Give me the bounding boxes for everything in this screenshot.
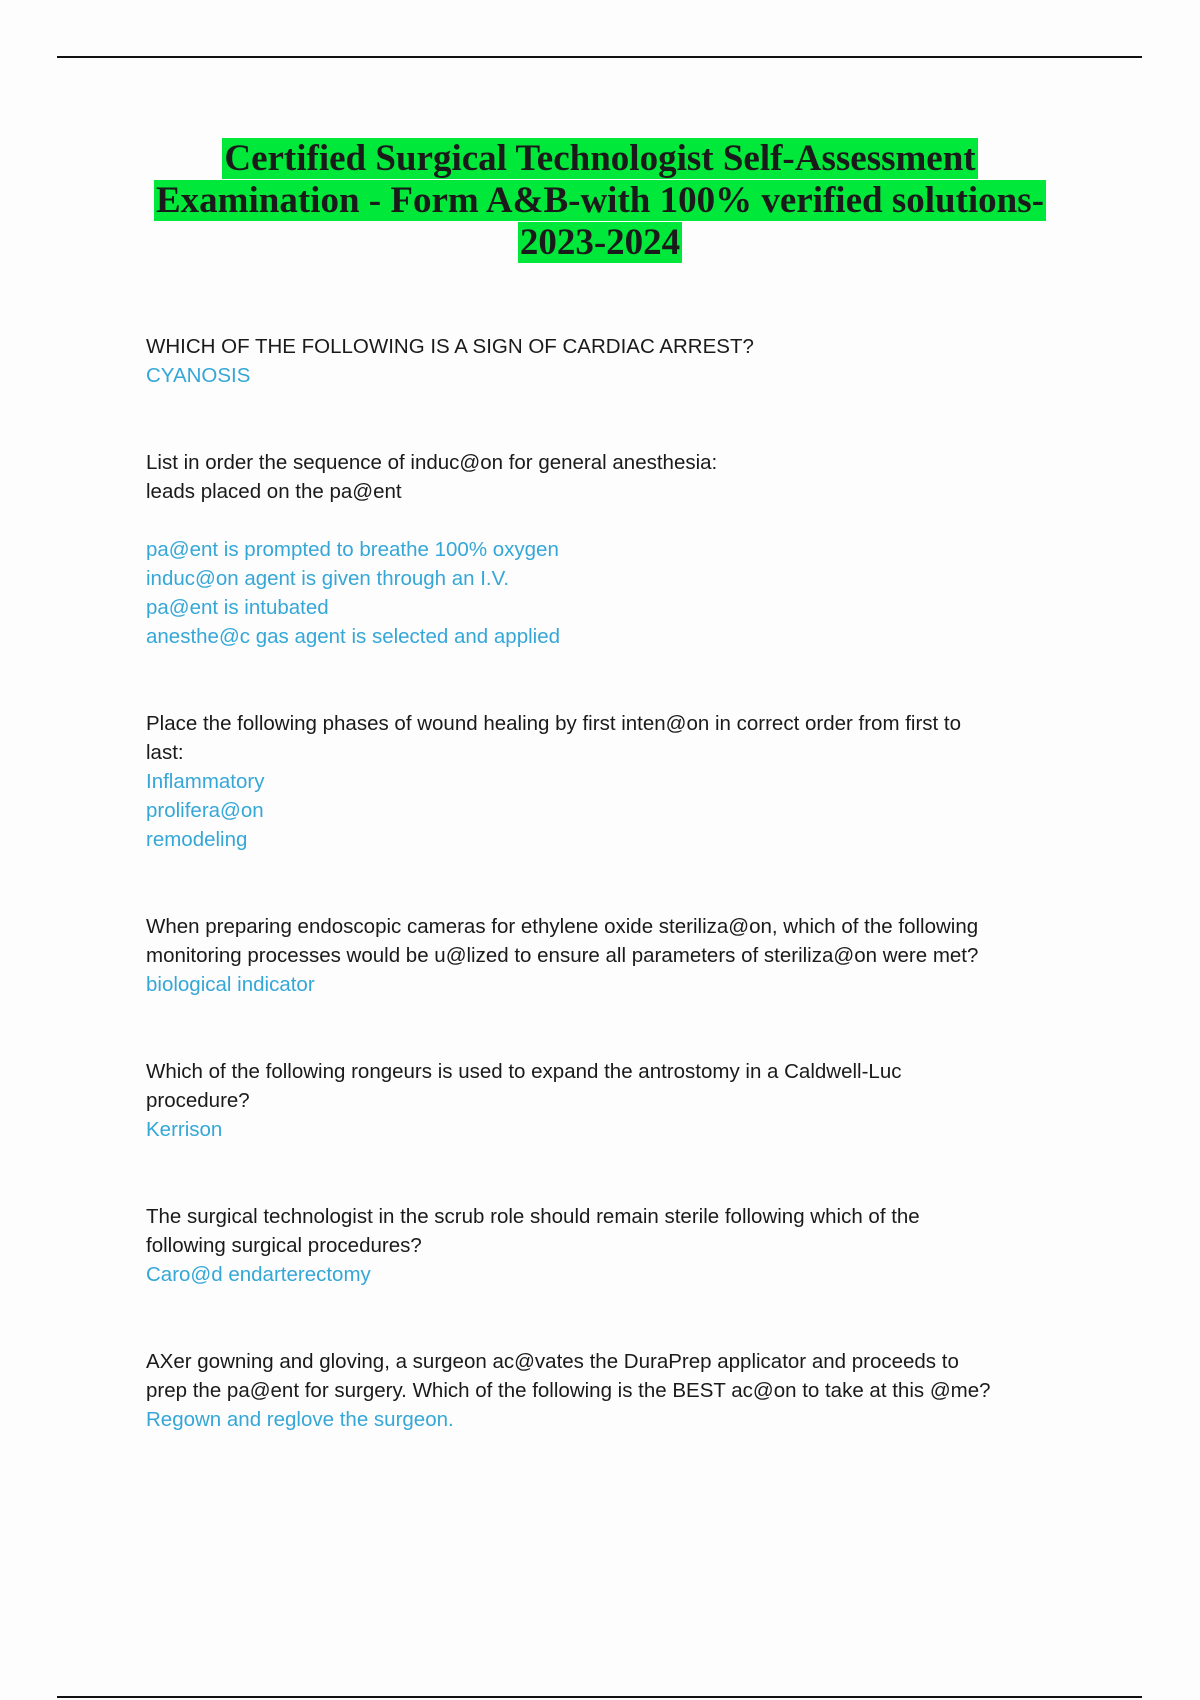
question-line: WHICH OF THE FOLLOWING IS A SIGN OF CARDIAC ARREST?: [146, 335, 754, 358]
question-line: The surgical technologist in the scrub role should remain sterile following which of the: [146, 1205, 920, 1228]
answer-line: pa@ent is prompted to breathe 100% oxygen: [146, 538, 559, 561]
top-rule: [57, 56, 1142, 58]
question-line: procedure?: [146, 1089, 250, 1112]
question-line: Which of the following rongeurs is used to expand the antrostomy in a Caldwell-Luc: [146, 1060, 902, 1083]
question-line: leads placed on the pa@ent: [146, 480, 402, 503]
qa-list: [146, 332, 1066, 1492]
answer-line: CYANOSIS: [146, 364, 251, 387]
question-line: AXer gowning and gloving, a surgeon ac@vates the DuraPrep applicator and proceeds to: [146, 1350, 959, 1373]
qa-item-6: [146, 1202, 1066, 1289]
question-line: List in order the sequence of induc@on for general anesthesia:: [146, 451, 718, 474]
qa-item-7: [146, 1347, 1066, 1434]
qa-item-2: [146, 448, 1066, 651]
title-line: Certified Surgical Technologist Self-Assessment: [224, 138, 976, 179]
question-line: monitoring processes would be u@lized to ensure all parameters of steriliza@on were met?: [146, 944, 979, 967]
answer-line: Regown and reglove the surgeon.: [146, 1408, 454, 1431]
title-line: Examination - Form A&B-with 100% verified solutions-: [156, 180, 1044, 221]
qa-item-3: [146, 709, 1066, 854]
qa-item-1: [146, 332, 1066, 390]
answer-line: pa@ent is intubated: [146, 596, 329, 619]
question-line: prep the pa@ent for surgery. Which of the following is the BEST ac@on to take at this @me?: [146, 1379, 991, 1402]
answer-line: Kerrison: [146, 1118, 223, 1141]
qa-item-4: [146, 912, 1066, 999]
answer-line: Caro@d endarterectomy: [146, 1263, 371, 1286]
question-line: last:: [146, 741, 184, 764]
question-line: Place the following phases of wound healing by first inten@on in correct order from first to: [146, 712, 962, 735]
title-line: 2023-2024: [519, 222, 681, 263]
answer-line: remodeling: [146, 828, 248, 851]
question-line: following surgical procedures?: [146, 1234, 422, 1257]
answer-line: Inflammatory: [146, 770, 265, 793]
document-title: [100, 138, 1100, 264]
qa-item-5: [146, 1057, 1066, 1144]
bottom-rule: [57, 1696, 1142, 1698]
answer-line: induc@on agent is given through an I.V.: [146, 567, 510, 590]
question-line: When preparing endoscopic cameras for ethylene oxide steriliza@on, which of the following: [146, 915, 979, 938]
answer-line: prolifera@on: [146, 799, 264, 822]
answer-line: anesthe@c gas agent is selected and applied: [146, 625, 561, 648]
answer-line: biological indicator: [146, 973, 315, 996]
